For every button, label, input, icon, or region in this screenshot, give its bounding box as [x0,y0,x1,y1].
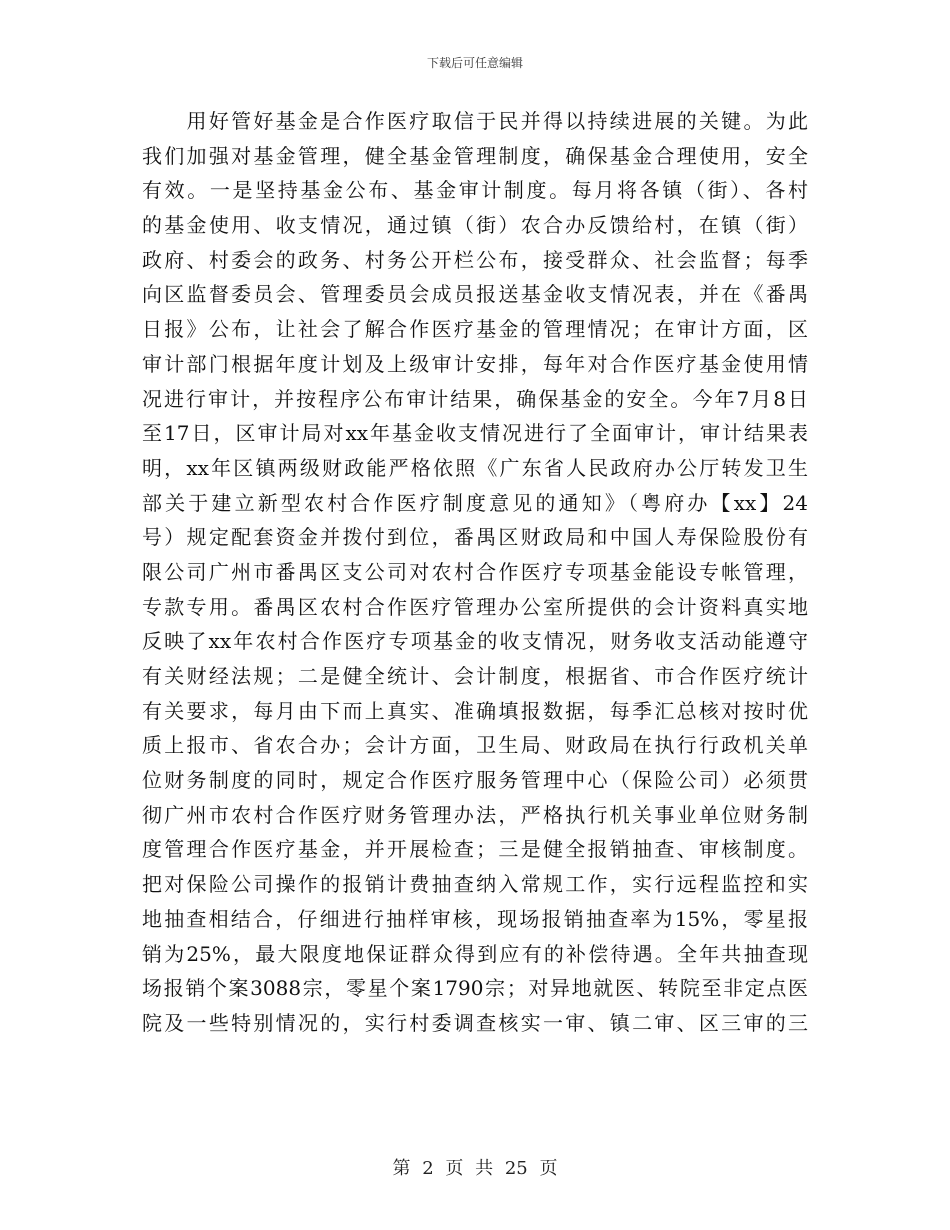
text-line: 度管理合作医疗基金，并开展检查；三是健全报销抽查、审核制度。 [142,837,808,862]
text-line: 院及一些特别情况的，实行村委调查核实一审、镇二审、区三审的三 [142,1010,808,1035]
text-line: 号）规定配套资金并拨付到位，番禺区财政局和中国人寿保险股份有 [142,525,808,550]
text-line: 至17日，区审计局对xx年基金收支情况进行了全面审计，审计结果表 [142,421,808,446]
text-line: 限公司广州市番禺区支公司对农村合作医疗专项基金能设专帐管理， [142,559,808,584]
text-line: 有关财经法规；二是健全统计、会计制度，根据省、市合作医疗统计 [142,664,808,688]
text-line: 彻广州市农村合作医疗财务管理办法，严格执行机关事业单位财务制 [142,802,808,827]
text-line: 审计部门根据年度计划及上级审计安排，每年对合作医疗基金使用情 [142,351,808,376]
text-line: 明，xx年区镇两级财政能严格依照《广东省人民政府办公厅转发卫生 [142,455,808,480]
text-line: 反映了xx年农村合作医疗专项基金的收支情况，财务收支活动能遵守 [142,629,808,654]
text-line: 有关要求，每月由下而上真实、准确填报数据，每季汇总核对按时优 [142,698,808,723]
text-line: 有效。一是坚持基金公布、基金审计制度。每月将各镇（街）、各村 [142,178,808,203]
page-number-footer: 第 2 页 共 25 页 [392,1158,558,1179]
text-line: 销为25%，最大限度地保证群众得到应有的补偿待遇。全年共抽查现 [142,941,808,966]
text-line: 况进行审计，并按程序公布审计结果，确保基金的安全。今年7月8日 [142,386,808,411]
text-line: 部关于建立新型农村合作医疗制度意见的通知》（粤府办【xx】24 [142,490,808,515]
text-line: 专款专用。番禺区农村合作医疗管理办公室所提供的会计资料真实地 [142,594,808,619]
text-line: 质上报市、省农合办；会计方面，卫生局、财政局在执行行政机关单 [142,733,808,758]
text-line: 地抽查相结合，仔细进行抽样审核，现场报销抽查率为15%，零星报 [142,906,808,931]
text-line: 向区监督委员会、管理委员会成员报送基金收支情况表，并在《番禺 [142,282,808,307]
text-line: 我们加强对基金管理，健全基金管理制度，确保基金合理使用，安全 [142,143,808,168]
text-line: 把对保险公司操作的报销计费抽查纳入常规工作，实行远程监控和实 [142,872,808,897]
text-line: 场报销个案3088宗，零星个案1790宗；对异地就医、转院至非定点医 [142,976,808,1001]
text-line: 的基金使用、收支情况，通过镇（街）农合办反馈给村，在镇（街） [142,213,808,238]
body-paragraph [142,104,808,1041]
text-line: 用好管好基金是合作医疗取信于民并得以持续进展的关键。为此 [142,109,808,133]
text-line: 政府、村委会的政务、村务公开栏公布，接受群众、社会监督；每季 [142,247,808,272]
text-line: 日报》公布，让社会了解合作医疗基金的管理情况；在审计方面，区 [142,317,808,342]
text-line: 位财务制度的同时，规定合作医疗服务管理中心（保险公司）必须贯 [142,768,808,793]
page-header: 下载后可任意编辑 [426,56,523,70]
